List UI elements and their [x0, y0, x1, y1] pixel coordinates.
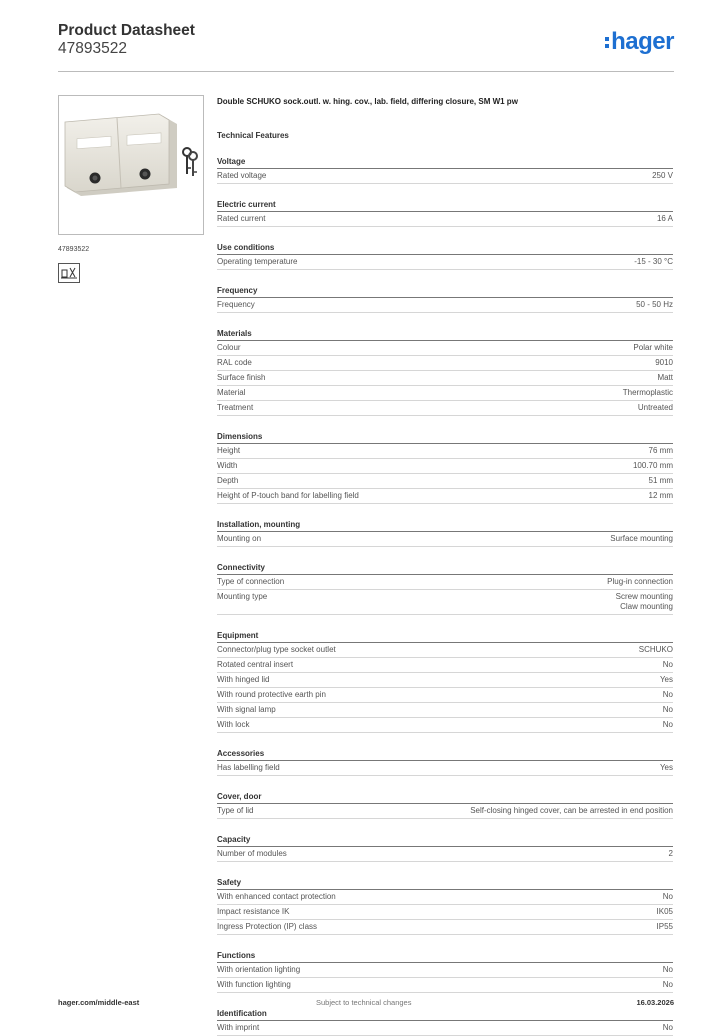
section-title: Connectivity — [217, 562, 673, 575]
spec-label: With hinged lid — [217, 675, 270, 684]
spec-value: 51 mm — [648, 476, 673, 485]
spec-section — [217, 834, 673, 862]
section-title: Equipment — [217, 630, 673, 643]
spec-label: RAL code — [217, 358, 252, 367]
spec-label: Type of lid — [217, 806, 254, 815]
spec-label: Treatment — [217, 403, 254, 412]
spec-label: Height — [217, 446, 241, 455]
spec-row — [217, 688, 673, 703]
spec-section — [217, 285, 673, 313]
spec-row — [217, 371, 673, 386]
spec-row — [217, 920, 673, 935]
section-title: Voltage — [217, 156, 673, 169]
spec-row — [217, 673, 673, 688]
spec-value: IK05 — [656, 907, 673, 916]
spec-section — [217, 199, 673, 227]
spec-label: Colour — [217, 343, 241, 352]
spec-label: With signal lamp — [217, 705, 276, 714]
logo-dots-icon — [605, 37, 609, 48]
spec-label: With enhanced contact protection — [217, 892, 336, 901]
spec-row — [217, 459, 673, 474]
spec-value: 100.70 mm — [632, 461, 673, 470]
product-image-caption: 47893522 — [58, 246, 90, 253]
spec-label: Mounting on — [217, 534, 262, 543]
hager-logo — [605, 28, 674, 56]
spec-value: Polar white — [633, 343, 673, 352]
spec-row — [217, 718, 673, 733]
footer-date: 16.03.2026 — [636, 998, 674, 1007]
spec-value: 16 A — [656, 214, 673, 223]
spec-section — [217, 950, 673, 993]
spec-value: No — [662, 1023, 673, 1032]
technical-features-heading: Technical Features — [217, 131, 289, 140]
double-socket-product-image — [59, 96, 203, 234]
spec-value: 9010 — [655, 358, 673, 367]
section-title: Functions — [217, 950, 673, 963]
surface-mounting-symbol-icon — [58, 263, 80, 283]
spec-row — [217, 532, 673, 547]
spec-value: No — [662, 980, 673, 989]
spec-row — [217, 401, 673, 416]
spec-value: 12 mm — [648, 491, 673, 500]
spec-section — [217, 791, 673, 819]
spec-section — [217, 1008, 673, 1036]
spec-row — [217, 474, 673, 489]
spec-section — [217, 519, 673, 547]
spec-label: Rotated central insert — [217, 660, 294, 669]
spec-value: Yes — [659, 675, 673, 684]
spec-label: Impact resistance IK — [217, 907, 290, 916]
spec-value: Thermoplastic — [622, 388, 673, 397]
spec-row — [217, 761, 673, 776]
page-title: Product Datasheet — [58, 22, 195, 39]
product-image — [58, 95, 204, 235]
page-header — [58, 22, 674, 62]
spec-label: Frequency — [217, 300, 255, 309]
spec-label: With lock — [217, 720, 250, 729]
spec-value: No — [662, 705, 673, 714]
spec-row — [217, 575, 673, 590]
spec-value: Surface mounting — [610, 534, 673, 543]
spec-row — [217, 255, 673, 270]
section-title: Electric current — [217, 199, 673, 212]
spec-section — [217, 242, 673, 270]
spec-value: No — [662, 892, 673, 901]
spec-row — [217, 212, 673, 227]
spec-row — [217, 963, 673, 978]
spec-value: No — [662, 660, 673, 669]
spec-section — [217, 630, 673, 733]
section-title: Installation, mounting — [217, 519, 673, 532]
page-footer — [58, 998, 674, 1010]
spec-row — [217, 356, 673, 371]
spec-value: Matt — [657, 373, 673, 382]
spec-value: Yes — [659, 763, 673, 772]
spec-label: Type of connection — [217, 577, 285, 586]
spec-value: Screw mounting Claw mounting — [615, 592, 673, 611]
spec-value: 50 - 50 Hz — [636, 300, 673, 309]
product-description: Double SCHUKO sock.outl. w. hing. cov., lab. field, differing closure, SM W1 pw — [217, 97, 518, 106]
spec-row — [217, 341, 673, 356]
spec-label: Has labelling field — [217, 763, 280, 772]
spec-section — [217, 748, 673, 776]
section-title: Capacity — [217, 834, 673, 847]
footer-notice: Subject to technical changes — [316, 998, 412, 1007]
spec-label: Height of P-touch band for labelling field — [217, 491, 359, 500]
product-sidebar — [58, 95, 204, 283]
spec-row — [217, 658, 673, 673]
spec-value: SCHUKO — [638, 645, 673, 654]
logo-text: hager — [611, 28, 674, 55]
spec-value: 250 V — [652, 171, 673, 180]
footer-website[interactable]: hager.com/middle-east — [58, 998, 140, 1007]
spec-row — [217, 905, 673, 920]
spec-row — [217, 978, 673, 993]
spec-row — [217, 169, 673, 184]
header-divider — [58, 71, 674, 72]
spec-label: Ingress Protection (IP) class — [217, 922, 318, 931]
spec-row — [217, 847, 673, 862]
section-title: Identification — [217, 1008, 673, 1021]
spec-label: Mounting type — [217, 592, 268, 601]
spec-value: Untreated — [637, 403, 673, 412]
spec-label: Number of modules — [217, 849, 287, 858]
section-title: Frequency — [217, 285, 673, 298]
section-title: Safety — [217, 877, 673, 890]
spec-row — [217, 703, 673, 718]
spec-row — [217, 386, 673, 401]
spec-value: -15 - 30 °C — [634, 257, 673, 266]
spec-row — [217, 890, 673, 905]
spec-row — [217, 444, 673, 459]
spec-value: No — [662, 965, 673, 974]
spec-row — [217, 643, 673, 658]
spec-section — [217, 877, 673, 935]
spec-value: No — [662, 690, 673, 699]
spec-label: With orientation lighting — [217, 965, 301, 974]
spec-value: Plug-in connection — [607, 577, 673, 586]
section-title: Dimensions — [217, 431, 673, 444]
spec-label: Operating temperature — [217, 257, 298, 266]
spec-section — [217, 156, 673, 184]
spec-row — [217, 1021, 673, 1036]
spec-row — [217, 298, 673, 313]
spec-label: With round protective earth pin — [217, 690, 326, 699]
section-title: Use conditions — [217, 242, 673, 255]
product-number: 47893522 — [58, 40, 127, 57]
spec-row — [217, 489, 673, 504]
spec-sections — [217, 156, 673, 1036]
spec-section — [217, 562, 673, 615]
spec-section — [217, 431, 673, 504]
spec-label: Surface finish — [217, 373, 266, 382]
spec-value: IP55 — [656, 922, 673, 931]
spec-value: 2 — [668, 849, 673, 858]
spec-label: Width — [217, 461, 238, 470]
spec-label: Rated current — [217, 214, 266, 223]
spec-row — [217, 590, 673, 615]
spec-label: With imprint — [217, 1023, 260, 1032]
section-title: Materials — [217, 328, 673, 341]
spec-label: Rated voltage — [217, 171, 267, 180]
spec-label: Material — [217, 388, 246, 397]
section-title: Cover, door — [217, 791, 673, 804]
spec-label: With function lighting — [217, 980, 291, 989]
spec-content — [217, 96, 673, 1036]
spec-value: Self-closing hinged cover, can be arrested in end position — [470, 806, 673, 815]
spec-section — [217, 328, 673, 416]
spec-row — [217, 804, 673, 819]
spec-label: Depth — [217, 476, 239, 485]
section-title: Accessories — [217, 748, 673, 761]
spec-label: Connector/plug type socket outlet — [217, 645, 336, 654]
spec-value: 76 mm — [648, 446, 673, 455]
spec-value: No — [662, 720, 673, 729]
